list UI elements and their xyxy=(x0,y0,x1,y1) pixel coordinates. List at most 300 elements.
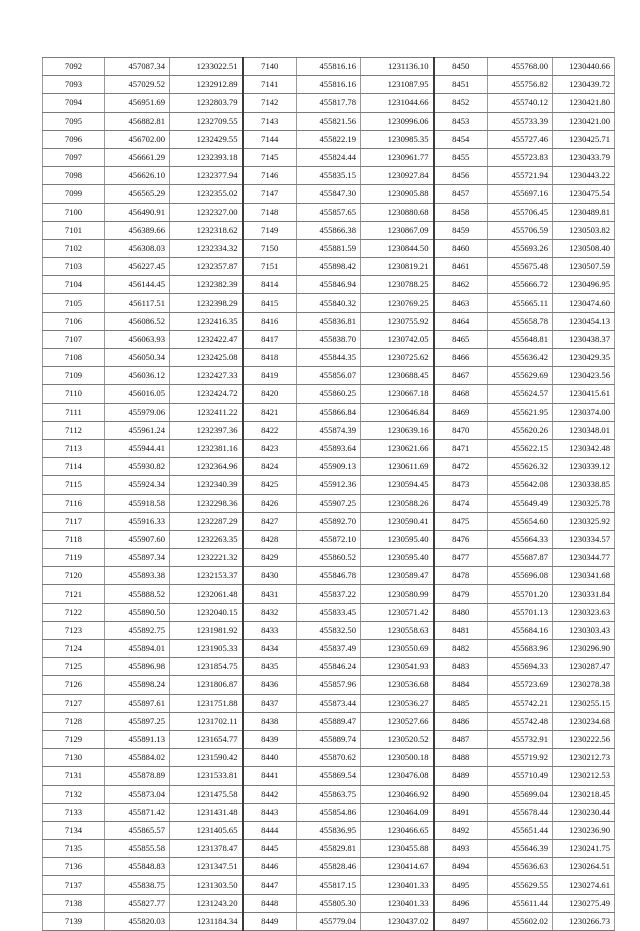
x-coordinate-cell: 455894.01 xyxy=(105,640,170,658)
point-id-cell: 8417 xyxy=(243,330,297,348)
x-coordinate-cell: 455693.26 xyxy=(488,239,553,257)
x-coordinate-cell: 455832.50 xyxy=(297,621,361,639)
y-coordinate-cell: 1230536.68 xyxy=(361,676,434,694)
y-coordinate-cell: 1230236.90 xyxy=(553,821,615,839)
y-coordinate-cell: 1230274.61 xyxy=(553,876,615,894)
y-coordinate-cell: 1230466.65 xyxy=(361,821,434,839)
y-coordinate-cell: 1230437.02 xyxy=(361,912,434,930)
table-row xyxy=(43,130,615,148)
y-coordinate-cell: 1232340.39 xyxy=(170,476,243,494)
x-coordinate-cell: 455912.36 xyxy=(297,476,361,494)
table-row xyxy=(43,94,615,112)
y-coordinate-cell: 1232355.02 xyxy=(170,185,243,203)
point-id-cell: 8426 xyxy=(243,494,297,512)
y-coordinate-cell: 1231044.66 xyxy=(361,94,434,112)
point-id-cell: 8483 xyxy=(434,658,488,676)
x-coordinate-cell: 455624.57 xyxy=(488,385,553,403)
coordinate-table xyxy=(42,57,615,931)
y-coordinate-cell: 1233022.51 xyxy=(170,58,243,76)
y-coordinate-cell: 1232287.29 xyxy=(170,512,243,530)
y-coordinate-cell: 1230421.80 xyxy=(553,94,615,112)
y-coordinate-cell: 1230440.66 xyxy=(553,58,615,76)
y-coordinate-cell: 1231243.20 xyxy=(170,894,243,912)
point-id-cell: 8446 xyxy=(243,858,297,876)
x-coordinate-cell: 455889.47 xyxy=(297,712,361,730)
x-coordinate-cell: 455916.33 xyxy=(105,512,170,530)
point-id-cell: 7106 xyxy=(43,312,105,330)
point-id-cell: 8493 xyxy=(434,840,488,858)
point-id-cell: 8466 xyxy=(434,349,488,367)
point-id-cell: 8464 xyxy=(434,312,488,330)
y-coordinate-cell: 1230867.09 xyxy=(361,221,434,239)
x-coordinate-cell: 455629.69 xyxy=(488,367,553,385)
point-id-cell: 8423 xyxy=(243,439,297,457)
table-row xyxy=(43,349,615,367)
x-coordinate-cell: 455857.96 xyxy=(297,676,361,694)
table-row xyxy=(43,512,615,530)
y-coordinate-cell: 1230429.35 xyxy=(553,349,615,367)
table-row xyxy=(43,840,615,858)
y-coordinate-cell: 1232381.16 xyxy=(170,439,243,457)
table-row xyxy=(43,658,615,676)
point-id-cell: 8450 xyxy=(434,58,488,76)
y-coordinate-cell: 1232427.33 xyxy=(170,367,243,385)
point-id-cell: 8443 xyxy=(243,803,297,821)
table-row xyxy=(43,476,615,494)
y-coordinate-cell: 1231405.65 xyxy=(170,821,243,839)
x-coordinate-cell: 455817.78 xyxy=(297,94,361,112)
y-coordinate-cell: 1230558.63 xyxy=(361,621,434,639)
point-id-cell: 7132 xyxy=(43,785,105,803)
y-coordinate-cell: 1232803.79 xyxy=(170,94,243,112)
y-coordinate-cell: 1230218.45 xyxy=(553,785,615,803)
y-coordinate-cell: 1230278.38 xyxy=(553,676,615,694)
x-coordinate-cell: 455836.81 xyxy=(297,312,361,330)
x-coordinate-cell: 455888.52 xyxy=(105,585,170,603)
x-coordinate-cell: 455897.25 xyxy=(105,712,170,730)
y-coordinate-cell: 1232061.48 xyxy=(170,585,243,603)
x-coordinate-cell: 455847.30 xyxy=(297,185,361,203)
y-coordinate-cell: 1230230.44 xyxy=(553,803,615,821)
y-coordinate-cell: 1231347.51 xyxy=(170,858,243,876)
point-id-cell: 7127 xyxy=(43,694,105,712)
x-coordinate-cell: 455840.32 xyxy=(297,294,361,312)
y-coordinate-cell: 1232429.55 xyxy=(170,130,243,148)
x-coordinate-cell: 455896.98 xyxy=(105,658,170,676)
y-coordinate-cell: 1230275.49 xyxy=(553,894,615,912)
y-coordinate-cell: 1232425.08 xyxy=(170,349,243,367)
y-coordinate-cell: 1231533.81 xyxy=(170,767,243,785)
x-coordinate-cell: 456036.12 xyxy=(105,367,170,385)
x-coordinate-cell: 455892.70 xyxy=(297,512,361,530)
point-id-cell: 8416 xyxy=(243,312,297,330)
y-coordinate-cell: 1232411.22 xyxy=(170,403,243,421)
y-coordinate-cell: 1230415.61 xyxy=(553,385,615,403)
x-coordinate-cell: 455844.35 xyxy=(297,349,361,367)
y-coordinate-cell: 1230927.84 xyxy=(361,167,434,185)
point-id-cell: 8470 xyxy=(434,421,488,439)
point-id-cell: 8456 xyxy=(434,167,488,185)
x-coordinate-cell: 456086.52 xyxy=(105,312,170,330)
table-row xyxy=(43,439,615,457)
x-coordinate-cell: 455706.59 xyxy=(488,221,553,239)
table-row xyxy=(43,876,615,894)
point-id-cell: 8448 xyxy=(243,894,297,912)
point-id-cell: 8457 xyxy=(434,185,488,203)
y-coordinate-cell: 1230342.48 xyxy=(553,439,615,457)
point-id-cell: 7129 xyxy=(43,730,105,748)
point-id-cell: 7097 xyxy=(43,148,105,166)
y-coordinate-cell: 1230588.26 xyxy=(361,494,434,512)
point-id-cell: 7131 xyxy=(43,767,105,785)
point-id-cell: 8477 xyxy=(434,549,488,567)
y-coordinate-cell: 1230725.62 xyxy=(361,349,434,367)
table-row xyxy=(43,785,615,803)
point-id-cell: 7105 xyxy=(43,294,105,312)
point-id-cell: 7141 xyxy=(243,76,297,94)
x-coordinate-cell: 455930.82 xyxy=(105,458,170,476)
y-coordinate-cell: 1230489.81 xyxy=(553,203,615,221)
x-coordinate-cell: 455944.41 xyxy=(105,439,170,457)
y-coordinate-cell: 1230474.60 xyxy=(553,294,615,312)
y-coordinate-cell: 1232424.72 xyxy=(170,385,243,403)
x-coordinate-cell: 455816.16 xyxy=(297,76,361,94)
x-coordinate-cell: 455907.60 xyxy=(105,530,170,548)
x-coordinate-cell: 455622.15 xyxy=(488,439,553,457)
x-coordinate-cell: 455924.34 xyxy=(105,476,170,494)
point-id-cell: 7109 xyxy=(43,367,105,385)
y-coordinate-cell: 1230475.54 xyxy=(553,185,615,203)
x-coordinate-cell: 456308.03 xyxy=(105,239,170,257)
x-coordinate-cell: 455872.10 xyxy=(297,530,361,548)
y-coordinate-cell: 1230985.35 xyxy=(361,130,434,148)
y-coordinate-cell: 1232334.32 xyxy=(170,239,243,257)
point-id-cell: 8479 xyxy=(434,585,488,603)
x-coordinate-cell: 455821.56 xyxy=(297,112,361,130)
point-id-cell: 8463 xyxy=(434,294,488,312)
y-coordinate-cell: 1230325.92 xyxy=(553,512,615,530)
table-row xyxy=(43,894,615,912)
y-coordinate-cell: 1230646.84 xyxy=(361,403,434,421)
point-id-cell: 7130 xyxy=(43,749,105,767)
y-coordinate-cell: 1230571.42 xyxy=(361,603,434,621)
table-row xyxy=(43,239,615,257)
table-row xyxy=(43,403,615,421)
y-coordinate-cell: 1230996.06 xyxy=(361,112,434,130)
y-coordinate-cell: 1230507.59 xyxy=(553,258,615,276)
point-id-cell: 7149 xyxy=(243,221,297,239)
point-id-cell: 7145 xyxy=(243,148,297,166)
x-coordinate-cell: 456144.45 xyxy=(105,276,170,294)
y-coordinate-cell: 1232327.00 xyxy=(170,203,243,221)
point-id-cell: 8429 xyxy=(243,549,297,567)
x-coordinate-cell: 455909.13 xyxy=(297,458,361,476)
point-id-cell: 7111 xyxy=(43,403,105,421)
x-coordinate-cell: 455696.08 xyxy=(488,567,553,585)
x-coordinate-cell: 455649.49 xyxy=(488,494,553,512)
point-id-cell: 7137 xyxy=(43,876,105,894)
point-id-cell: 8475 xyxy=(434,512,488,530)
point-id-cell: 8444 xyxy=(243,821,297,839)
table-row xyxy=(43,185,615,203)
x-coordinate-cell: 455642.08 xyxy=(488,476,553,494)
x-coordinate-cell: 455897.34 xyxy=(105,549,170,567)
x-coordinate-cell: 455871.42 xyxy=(105,803,170,821)
point-id-cell: 8480 xyxy=(434,603,488,621)
point-id-cell: 7142 xyxy=(243,94,297,112)
x-coordinate-cell: 455890.50 xyxy=(105,603,170,621)
point-id-cell: 8434 xyxy=(243,640,297,658)
point-id-cell: 8420 xyxy=(243,385,297,403)
x-coordinate-cell: 455865.57 xyxy=(105,821,170,839)
y-coordinate-cell: 1230961.77 xyxy=(361,148,434,166)
x-coordinate-cell: 457087.34 xyxy=(105,58,170,76)
y-coordinate-cell: 1230241.75 xyxy=(553,840,615,858)
table-row xyxy=(43,676,615,694)
x-coordinate-cell: 455889.74 xyxy=(297,730,361,748)
table-row xyxy=(43,621,615,639)
y-coordinate-cell: 1230755.92 xyxy=(361,312,434,330)
x-coordinate-cell: 456565.29 xyxy=(105,185,170,203)
x-coordinate-cell: 455893.64 xyxy=(297,439,361,457)
x-coordinate-cell: 455727.46 xyxy=(488,130,553,148)
point-id-cell: 8421 xyxy=(243,403,297,421)
x-coordinate-cell: 455664.33 xyxy=(488,530,553,548)
x-coordinate-cell: 455828.46 xyxy=(297,858,361,876)
y-coordinate-cell: 1230742.05 xyxy=(361,330,434,348)
point-id-cell: 8442 xyxy=(243,785,297,803)
x-coordinate-cell: 456702.00 xyxy=(105,130,170,148)
y-coordinate-cell: 1230264.51 xyxy=(553,858,615,876)
y-coordinate-cell: 1232709.55 xyxy=(170,112,243,130)
x-coordinate-cell: 455866.84 xyxy=(297,403,361,421)
y-coordinate-cell: 1230374.00 xyxy=(553,403,615,421)
y-coordinate-cell: 1230905.88 xyxy=(361,185,434,203)
y-coordinate-cell: 1230590.41 xyxy=(361,512,434,530)
point-id-cell: 7135 xyxy=(43,840,105,858)
point-id-cell: 8453 xyxy=(434,112,488,130)
point-id-cell: 8419 xyxy=(243,367,297,385)
point-id-cell: 7140 xyxy=(243,58,297,76)
table-row xyxy=(43,530,615,548)
x-coordinate-cell: 455907.25 xyxy=(297,494,361,512)
table-row xyxy=(43,549,615,567)
x-coordinate-cell: 455860.25 xyxy=(297,385,361,403)
y-coordinate-cell: 1231905.33 xyxy=(170,640,243,658)
x-coordinate-cell: 455869.54 xyxy=(297,767,361,785)
point-id-cell: 7099 xyxy=(43,185,105,203)
y-coordinate-cell: 1232318.62 xyxy=(170,221,243,239)
x-coordinate-cell: 455846.24 xyxy=(297,658,361,676)
y-coordinate-cell: 1230520.52 xyxy=(361,730,434,748)
y-coordinate-cell: 1230621.66 xyxy=(361,439,434,457)
point-id-cell: 8473 xyxy=(434,476,488,494)
x-coordinate-cell: 455602.02 xyxy=(488,912,553,930)
y-coordinate-cell: 1232377.94 xyxy=(170,167,243,185)
y-coordinate-cell: 1232298.36 xyxy=(170,494,243,512)
point-id-cell: 8445 xyxy=(243,840,297,858)
point-id-cell: 8487 xyxy=(434,730,488,748)
table-row xyxy=(43,712,615,730)
point-id-cell: 8468 xyxy=(434,385,488,403)
x-coordinate-cell: 455891.13 xyxy=(105,730,170,748)
x-coordinate-cell: 455611.44 xyxy=(488,894,553,912)
point-id-cell: 8433 xyxy=(243,621,297,639)
point-id-cell: 7093 xyxy=(43,76,105,94)
y-coordinate-cell: 1230527.66 xyxy=(361,712,434,730)
x-coordinate-cell: 455740.12 xyxy=(488,94,553,112)
point-id-cell: 7123 xyxy=(43,621,105,639)
y-coordinate-cell: 1230769.25 xyxy=(361,294,434,312)
y-coordinate-cell: 1230348.01 xyxy=(553,421,615,439)
y-coordinate-cell: 1230454.13 xyxy=(553,312,615,330)
point-id-cell: 8490 xyxy=(434,785,488,803)
y-coordinate-cell: 1230639.16 xyxy=(361,421,434,439)
y-coordinate-cell: 1231475.58 xyxy=(170,785,243,803)
x-coordinate-cell: 456626.10 xyxy=(105,167,170,185)
point-id-cell: 8488 xyxy=(434,749,488,767)
x-coordinate-cell: 455636.63 xyxy=(488,858,553,876)
y-coordinate-cell: 1232357.87 xyxy=(170,258,243,276)
x-coordinate-cell: 455658.78 xyxy=(488,312,553,330)
x-coordinate-cell: 456661.29 xyxy=(105,148,170,166)
point-id-cell: 8486 xyxy=(434,712,488,730)
y-coordinate-cell: 1232364.96 xyxy=(170,458,243,476)
x-coordinate-cell: 455651.44 xyxy=(488,821,553,839)
y-coordinate-cell: 1230595.40 xyxy=(361,549,434,567)
point-id-cell: 8481 xyxy=(434,621,488,639)
point-id-cell: 8438 xyxy=(243,712,297,730)
table-row xyxy=(43,276,615,294)
table-row xyxy=(43,76,615,94)
table-row xyxy=(43,385,615,403)
point-id-cell: 7112 xyxy=(43,421,105,439)
x-coordinate-cell: 455816.16 xyxy=(297,58,361,76)
point-id-cell: 7108 xyxy=(43,349,105,367)
point-id-cell: 8478 xyxy=(434,567,488,585)
y-coordinate-cell: 1230476.08 xyxy=(361,767,434,785)
y-coordinate-cell: 1230496.95 xyxy=(553,276,615,294)
y-coordinate-cell: 1230425.71 xyxy=(553,130,615,148)
table-row xyxy=(43,694,615,712)
y-coordinate-cell: 1231806.87 xyxy=(170,676,243,694)
y-coordinate-cell: 1230688.45 xyxy=(361,367,434,385)
x-coordinate-cell: 456490.91 xyxy=(105,203,170,221)
point-id-cell: 8494 xyxy=(434,858,488,876)
x-coordinate-cell: 455835.15 xyxy=(297,167,361,185)
y-coordinate-cell: 1232221.32 xyxy=(170,549,243,567)
y-coordinate-cell: 1230303.43 xyxy=(553,621,615,639)
point-id-cell: 7151 xyxy=(243,258,297,276)
x-coordinate-cell: 455654.60 xyxy=(488,512,553,530)
x-coordinate-cell: 455683.96 xyxy=(488,640,553,658)
point-id-cell: 7124 xyxy=(43,640,105,658)
table-row xyxy=(43,858,615,876)
y-coordinate-cell: 1230401.33 xyxy=(361,894,434,912)
point-id-cell: 8460 xyxy=(434,239,488,257)
y-coordinate-cell: 1232040.15 xyxy=(170,603,243,621)
x-coordinate-cell: 455870.62 xyxy=(297,749,361,767)
y-coordinate-cell: 1230788.25 xyxy=(361,276,434,294)
point-id-cell: 7103 xyxy=(43,258,105,276)
point-id-cell: 8437 xyxy=(243,694,297,712)
y-coordinate-cell: 1230421.00 xyxy=(553,112,615,130)
point-id-cell: 8497 xyxy=(434,912,488,930)
point-id-cell: 8496 xyxy=(434,894,488,912)
y-coordinate-cell: 1230325.78 xyxy=(553,494,615,512)
table-row xyxy=(43,148,615,166)
x-coordinate-cell: 455701.13 xyxy=(488,603,553,621)
y-coordinate-cell: 1230212.73 xyxy=(553,749,615,767)
y-coordinate-cell: 1230589.47 xyxy=(361,567,434,585)
y-coordinate-cell: 1231854.75 xyxy=(170,658,243,676)
point-id-cell: 8428 xyxy=(243,530,297,548)
x-coordinate-cell: 455918.58 xyxy=(105,494,170,512)
x-coordinate-cell: 455873.04 xyxy=(105,785,170,803)
point-id-cell: 7092 xyxy=(43,58,105,76)
y-coordinate-cell: 1230341.68 xyxy=(553,567,615,585)
x-coordinate-cell: 455694.33 xyxy=(488,658,553,676)
y-coordinate-cell: 1230414.67 xyxy=(361,858,434,876)
table-row xyxy=(43,458,615,476)
x-coordinate-cell: 455779.04 xyxy=(297,912,361,930)
point-id-cell: 7113 xyxy=(43,439,105,457)
x-coordinate-cell: 455857.65 xyxy=(297,203,361,221)
x-coordinate-cell: 455687.87 xyxy=(488,549,553,567)
x-coordinate-cell: 455833.45 xyxy=(297,603,361,621)
x-coordinate-cell: 455666.72 xyxy=(488,276,553,294)
table-row xyxy=(43,421,615,439)
point-id-cell: 7116 xyxy=(43,494,105,512)
y-coordinate-cell: 1232416.35 xyxy=(170,312,243,330)
x-coordinate-cell: 455854.86 xyxy=(297,803,361,821)
y-coordinate-cell: 1232393.18 xyxy=(170,148,243,166)
point-id-cell: 8451 xyxy=(434,76,488,94)
point-id-cell: 8415 xyxy=(243,294,297,312)
point-id-cell: 7122 xyxy=(43,603,105,621)
x-coordinate-cell: 456882.81 xyxy=(105,112,170,130)
y-coordinate-cell: 1232398.29 xyxy=(170,294,243,312)
x-coordinate-cell: 455855.58 xyxy=(105,840,170,858)
y-coordinate-cell: 1231378.47 xyxy=(170,840,243,858)
y-coordinate-cell: 1230323.63 xyxy=(553,603,615,621)
point-id-cell: 8427 xyxy=(243,512,297,530)
y-coordinate-cell: 1231702.11 xyxy=(170,712,243,730)
point-id-cell: 8436 xyxy=(243,676,297,694)
x-coordinate-cell: 455678.44 xyxy=(488,803,553,821)
x-coordinate-cell: 455719.92 xyxy=(488,749,553,767)
point-id-cell: 8461 xyxy=(434,258,488,276)
point-id-cell: 8462 xyxy=(434,276,488,294)
table-row xyxy=(43,367,615,385)
point-id-cell: 8449 xyxy=(243,912,297,930)
x-coordinate-cell: 455732.91 xyxy=(488,730,553,748)
table-row xyxy=(43,112,615,130)
point-id-cell: 7110 xyxy=(43,385,105,403)
y-coordinate-cell: 1230331.84 xyxy=(553,585,615,603)
table-row xyxy=(43,585,615,603)
point-id-cell: 7136 xyxy=(43,858,105,876)
point-id-cell: 7125 xyxy=(43,658,105,676)
y-coordinate-cell: 1230464.09 xyxy=(361,803,434,821)
x-coordinate-cell: 455881.59 xyxy=(297,239,361,257)
x-coordinate-cell: 455893.38 xyxy=(105,567,170,585)
x-coordinate-cell: 455820.03 xyxy=(105,912,170,930)
table-row xyxy=(43,567,615,585)
point-id-cell: 7098 xyxy=(43,167,105,185)
table-row xyxy=(43,294,615,312)
x-coordinate-cell: 455684.16 xyxy=(488,621,553,639)
